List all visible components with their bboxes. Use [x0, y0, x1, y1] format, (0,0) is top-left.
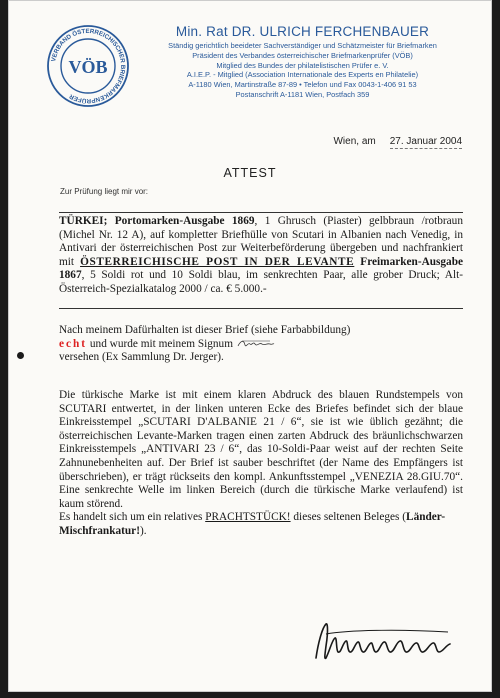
letterhead-line: Postanschrift A-1181 Wien, Postfach 359	[235, 89, 370, 99]
item-country: TÜRKEI;	[59, 215, 108, 227]
final-end: ).	[139, 524, 147, 537]
date-value: 27. Januar 2004	[389, 136, 462, 147]
letterhead-name: Min. Rat DR. ULRICH FERCHENBAUER	[175, 24, 430, 39]
opinion-part1: Nach meinem Dafürhalten ist dieser Brief (siehe Farbabbildung)	[59, 324, 351, 336]
punch-hole	[17, 352, 24, 359]
letterhead-line: A-1180 Wien, Martinstraße 87-89 • Telefon und Fax 0043-1-406 91 53	[188, 80, 417, 90]
item-catalogue: Alt-Österreich-Spezialkatalog 2000 / ca. € 5.000.-	[59, 269, 463, 295]
date-line	[333, 136, 462, 149]
final-mid: dieses seltenen Beleges (	[293, 511, 407, 524]
mischfrankatur-text: Länder-Mischfrankatur!	[59, 511, 446, 537]
echt-label: echt	[59, 337, 88, 350]
opinion-paragraph	[59, 324, 463, 365]
item-details2: , 5 Soldi rot und 10 Soldi blau, im senkrechten Paar, alle grober Druck;	[81, 269, 440, 282]
letterhead	[130, 24, 475, 100]
item-issue: Portomarken-Ausgabe 1869	[114, 215, 255, 227]
letterhead-line: Mitglied des Bundes der philatelistischen Prüfer e. V.	[216, 60, 389, 70]
description-text: Die türkische Marke ist mit einem klaren Abdruck des blauen Rundstempels von SCUTARI entwertet, in der linken unteren Ecke des Briefes befindet sich der blaue Einkreisstempel „SCUTARI D'ALBANIE 21 / 6“, sie ist wie üblich gezähnt; die österreichischen Levante-Marken tragen einen zarten Abdruck des bräunlichschwarzen Einkreisstempels „ANTIVARI 23 / 6“, das 10-Soldi-Paar weist auf der rechten Seite Zahnunebenheiten auf. Der Brief ist sauber beschriftet (der Name des Empfängers ist überschrieben), er trägt rückseits den kompl. Ankunftsstempel „VENEZIA 28.GIU.70“. Eine senkrechte Welle im linken Bereich (durch die türkische Marke verlaufend) ist kaum störend.	[59, 389, 463, 510]
opinion-part3: versehen (Ex Sammlung Dr. Jerger).	[59, 351, 224, 364]
prachtstueck-text: PRACHTSTÜCK!	[205, 511, 291, 524]
item-issue2: Freimarken-Ausgabe 1867	[59, 255, 464, 282]
voeb-seal-logo	[46, 24, 130, 108]
final-pre: Es handelt sich um ein relatives	[59, 511, 203, 524]
seal-ring-text: VERBAND ÖSTERREICHISCHER BRIEFMARKENPRÜFER	[50, 27, 127, 105]
item-post: ÖSTERREICHISCHE POST IN DER LEVANTE	[80, 255, 355, 268]
item-details: , 1 Ghrusch (Piaster) gelbbraun /rotbraun (Michel Nr. 12 A), auf kompletter Briefhülle von Scutari in Albanien nach Venedig, in Antivari der österreichischen Post zur Weiterbeförderung übergeben und nachfrankiert mit	[59, 215, 463, 268]
signature-icon	[308, 614, 468, 670]
description-paragraph	[59, 389, 463, 539]
date-place: Wien, am	[333, 136, 376, 147]
attest-sheet	[8, 0, 492, 692]
signum-signature-icon	[236, 338, 276, 350]
opinion-part2: und wurde mit meinem Signum	[89, 337, 233, 350]
letterhead-line: Präsident des Verbandes österreichischer Briefmarkenprüfer (VÖB)	[192, 50, 413, 60]
item-description-box	[59, 212, 463, 309]
intro-text: Zur Prüfung liegt mir vor:	[60, 187, 149, 196]
letterhead-line: Ständig gerichtlich beeideter Sachverständiger und Schätzmeister für Briefmarken	[168, 41, 437, 50]
page-title: ATTEST	[223, 166, 277, 180]
letterhead-line: A.I.E.P. - Mitglied (Association Internationale des Experts en Philatelie)	[186, 70, 419, 80]
seal-center-text: VÖB	[68, 57, 108, 77]
